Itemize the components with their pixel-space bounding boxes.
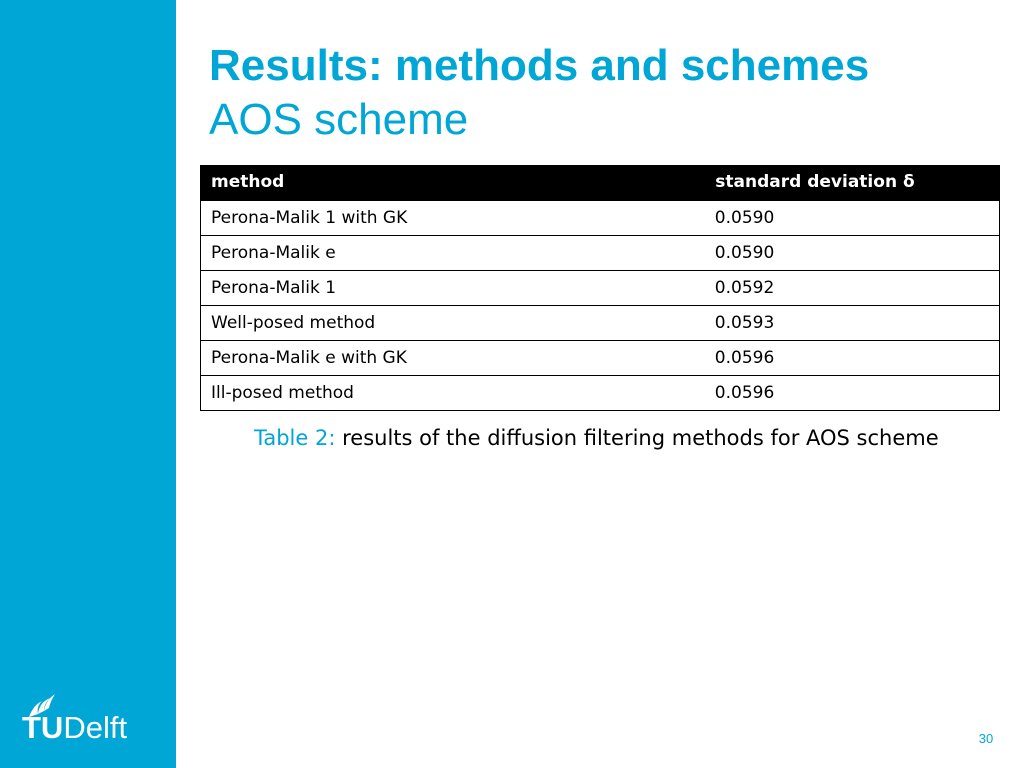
method-cell: Perona-Malik 1 with GK <box>201 200 705 235</box>
method-cell: Perona-Malik 1 <box>201 270 705 305</box>
logo-delft: Delft <box>63 710 128 745</box>
table-row <box>201 340 1000 375</box>
std-deviation-cell: 0.0596 <box>705 340 1000 375</box>
method-cell: Ill-posed method <box>201 375 705 410</box>
table-caption <box>254 424 939 452</box>
std-deviation-cell: 0.0590 <box>705 235 1000 270</box>
caption-text: results of the diffusion filtering methods for AOS scheme <box>342 426 939 450</box>
std-deviation-cell: 0.0593 <box>705 305 1000 340</box>
table-row <box>201 200 1000 235</box>
logo-tu: TU <box>22 710 64 745</box>
page-title: Results: methods and schemes <box>209 41 870 90</box>
column-header-method: method <box>201 165 705 200</box>
page-number: 30 <box>978 731 994 746</box>
std-deviation-cell: 0.0592 <box>705 270 1000 305</box>
tu-delft-logo <box>22 692 152 748</box>
logo-wordmark <box>22 708 127 748</box>
table-row <box>201 305 1000 340</box>
std-deviation-cell: 0.0596 <box>705 375 1000 410</box>
table-row <box>201 235 1000 270</box>
sidebar <box>0 0 176 768</box>
table-row <box>201 375 1000 410</box>
method-cell: Well-posed method <box>201 305 705 340</box>
column-header-std-deviation: standard deviation δ <box>705 165 1000 200</box>
caption-label: Table 2: <box>254 426 336 450</box>
results-table <box>200 165 1000 411</box>
std-deviation-cell: 0.0590 <box>705 200 1000 235</box>
table-row <box>201 270 1000 305</box>
method-cell: Perona-Malik e with GK <box>201 340 705 375</box>
table-header-row <box>201 165 1000 200</box>
method-cell: Perona-Malik e <box>201 235 705 270</box>
page-subtitle: AOS scheme <box>209 95 469 144</box>
